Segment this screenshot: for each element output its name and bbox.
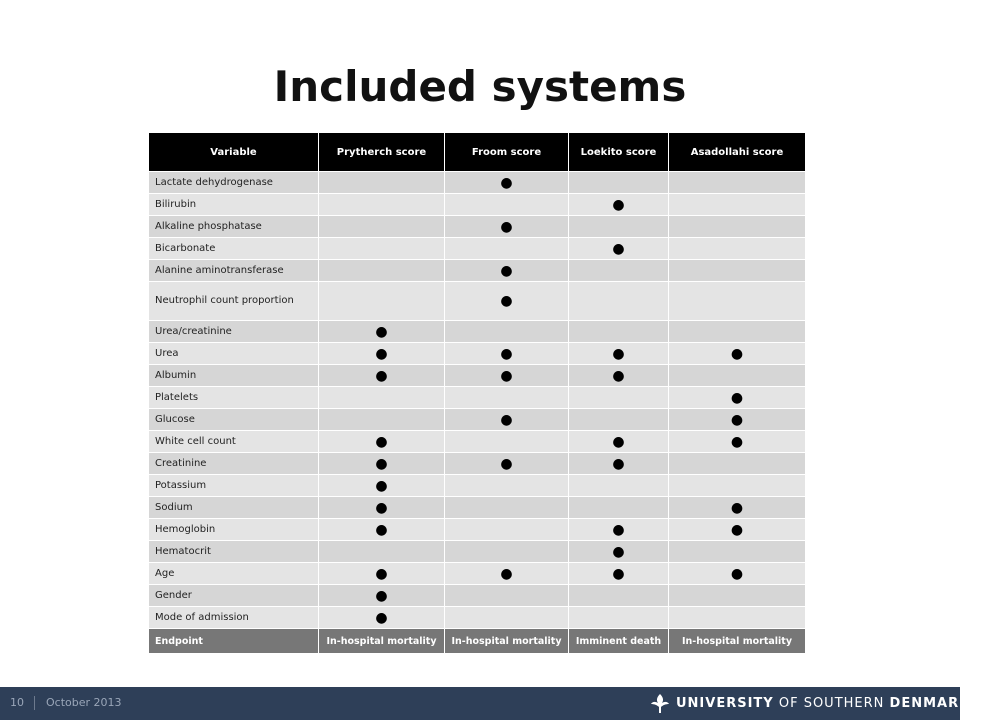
endpoint-value: In-hospital mortality [445,629,569,654]
included-marker-icon: ● [569,238,669,260]
university-name-part: DENMARK [889,695,971,711]
column-header-froom: Froom score [445,133,569,172]
empty-cell [445,541,569,563]
empty-cell [445,431,569,453]
included-marker-icon: ● [569,365,669,387]
column-header-asadollahi: Asadollahi score [669,133,806,172]
row-label: Potassium [149,475,319,497]
empty-cell [319,387,445,409]
column-header-prytherch: Prytherch score [319,133,445,172]
included-marker-icon: ● [319,365,445,387]
included-marker-icon: ● [445,282,569,321]
included-marker-icon: ● [569,519,669,541]
included-marker-icon: ● [669,431,806,453]
included-marker-icon: ● [445,563,569,585]
empty-cell [569,321,669,343]
empty-cell [569,585,669,607]
row-label: Sodium [149,497,319,519]
included-marker-icon: ● [319,497,445,519]
empty-cell [445,497,569,519]
table-row [149,260,806,282]
systems-table [148,133,806,654]
empty-cell [569,607,669,629]
empty-cell [669,216,806,238]
row-label: Bilirubin [149,194,319,216]
endpoint-label: Endpoint [149,629,319,654]
row-label: Alanine aminotransferase [149,260,319,282]
empty-cell [445,238,569,260]
endpoint-row [149,629,806,654]
included-marker-icon: ● [569,563,669,585]
included-marker-icon: ● [669,519,806,541]
row-label: Hematocrit [149,541,319,563]
endpoint-value: In-hospital mortality [319,629,445,654]
included-marker-icon: ● [445,453,569,475]
empty-cell [319,216,445,238]
endpoint-value: Imminent death [569,629,669,654]
empty-cell [669,365,806,387]
included-marker-icon: ● [669,497,806,519]
empty-cell [319,238,445,260]
page-number: 10 [0,696,35,710]
included-marker-icon: ● [319,563,445,585]
row-label: Lactate dehydrogenase [149,172,319,194]
table-row [149,238,806,260]
included-marker-icon: ● [319,453,445,475]
empty-cell [319,194,445,216]
included-marker-icon: ● [319,585,445,607]
slide-title: Included systems [273,62,687,111]
table-row [149,387,806,409]
empty-cell [669,475,806,497]
empty-cell [669,172,806,194]
empty-cell [319,409,445,431]
university-logo-icon [650,692,670,714]
row-label: Age [149,563,319,585]
table-row [149,519,806,541]
university-name-part: UNIVERSITY [676,695,774,711]
included-marker-icon: ● [319,321,445,343]
university-name-part: OF SOUTHERN [778,695,885,711]
table-row [149,585,806,607]
empty-cell [319,541,445,563]
empty-cell [569,475,669,497]
row-label: Bicarbonate [149,238,319,260]
university-name [676,696,996,711]
table-row [149,563,806,585]
empty-cell [319,260,445,282]
table-row [149,216,806,238]
table-row [149,475,806,497]
empty-cell [569,172,669,194]
footer-bar [0,687,996,720]
row-label: Creatinine [149,453,319,475]
empty-cell [445,585,569,607]
table-row [149,607,806,629]
included-marker-icon: ● [445,343,569,365]
included-marker-icon: ● [669,563,806,585]
row-label: Neutrophil count proportion [149,282,319,321]
included-marker-icon: ● [569,541,669,563]
empty-cell [669,282,806,321]
row-label: Glucose [149,409,319,431]
empty-cell [445,387,569,409]
table-row [149,453,806,475]
empty-cell [319,282,445,321]
table-row [149,282,806,321]
footer-date: October 2013 [46,696,122,709]
empty-cell [445,321,569,343]
empty-cell [319,172,445,194]
included-marker-icon: ● [319,431,445,453]
included-marker-icon: ● [319,607,445,629]
empty-cell [445,607,569,629]
empty-cell [569,387,669,409]
included-marker-icon: ● [569,431,669,453]
table-row [149,172,806,194]
table-row [149,194,806,216]
endpoint-value: In-hospital mortality [669,629,806,654]
included-marker-icon: ● [669,343,806,365]
empty-cell [669,321,806,343]
row-label: White cell count [149,431,319,453]
empty-cell [569,260,669,282]
row-label: Alkaline phosphatase [149,216,319,238]
included-marker-icon: ● [569,453,669,475]
row-label: Urea/creatinine [149,321,319,343]
included-marker-icon: ● [445,216,569,238]
row-label: Albumin [149,365,319,387]
included-marker-icon: ● [445,365,569,387]
table-row [149,365,806,387]
university-logo [650,690,996,716]
empty-cell [445,194,569,216]
empty-cell [569,216,669,238]
row-label: Platelets [149,387,319,409]
empty-cell [445,519,569,541]
included-marker-icon: ● [445,172,569,194]
included-marker-icon: ● [569,194,669,216]
empty-cell [569,497,669,519]
empty-cell [669,453,806,475]
table-row [149,431,806,453]
row-label: Urea [149,343,319,365]
empty-cell [669,260,806,282]
table-row [149,541,806,563]
column-header-variable: Variable [149,133,319,172]
empty-cell [669,194,806,216]
included-marker-icon: ● [569,343,669,365]
empty-cell [669,238,806,260]
table-body [149,172,806,629]
included-marker-icon: ● [319,475,445,497]
table-header-row [149,133,806,172]
empty-cell [669,607,806,629]
table-row [149,497,806,519]
row-label: Mode of admission [149,607,319,629]
empty-cell [669,541,806,563]
empty-cell [445,475,569,497]
empty-cell [569,409,669,431]
table-row [149,321,806,343]
row-label: Gender [149,585,319,607]
included-marker-icon: ● [445,409,569,431]
empty-cell [669,585,806,607]
table-row [149,343,806,365]
university-name-part: .DK [970,695,996,711]
included-marker-icon: ● [669,387,806,409]
included-marker-icon: ● [319,519,445,541]
included-marker-icon: ● [319,343,445,365]
included-marker-icon: ● [445,260,569,282]
table-row [149,409,806,431]
empty-cell [569,282,669,321]
column-header-loekito: Loekito score [569,133,669,172]
row-label: Hemoglobin [149,519,319,541]
included-marker-icon: ● [669,409,806,431]
